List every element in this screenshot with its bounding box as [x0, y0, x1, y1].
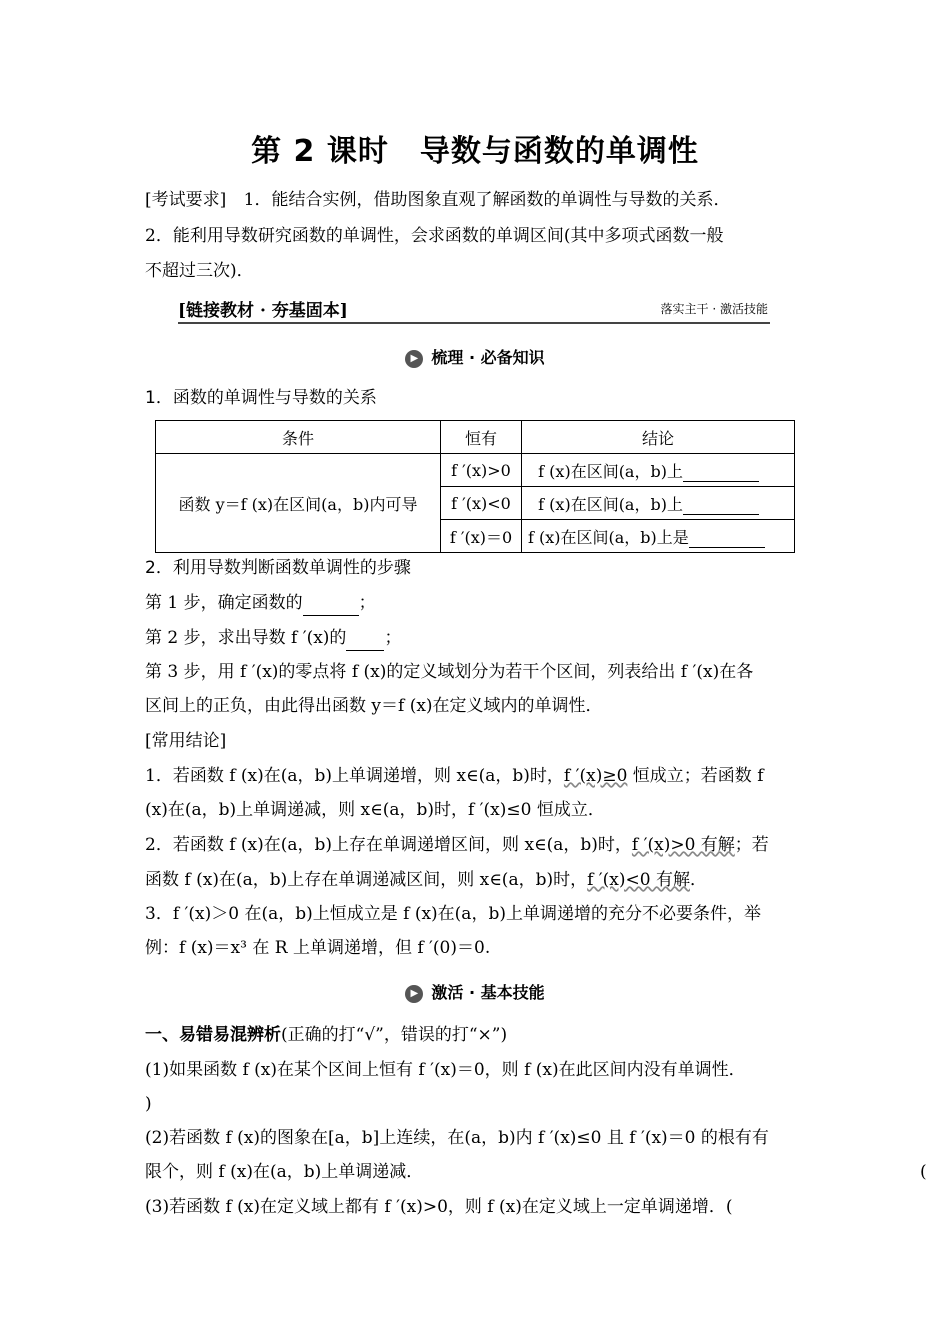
- condition-cell: 函数 y＝f (x)在区间(a，b)内可导: [156, 454, 441, 553]
- answer-blank[interactable]: [303, 591, 359, 616]
- answer-blank[interactable]: [683, 462, 759, 482]
- answer-blank[interactable]: [683, 495, 759, 515]
- conclusion-text: f (x)在区间(a，b)上: [538, 461, 683, 481]
- conclusion-2-mark: f ′(x)>0 有解: [631, 835, 735, 855]
- conclusion-cell: [522, 454, 795, 487]
- monotonicity-table: [155, 420, 795, 553]
- conclusion-2-text: 2．若函数 f (x)在(a，b)上存在单调递增区间，则 x∈(a，b)时，: [145, 835, 632, 855]
- answer-blank[interactable]: [689, 528, 765, 548]
- banner-right: 落实主干 · 激活技能: [660, 302, 768, 316]
- table-row: [156, 454, 795, 487]
- conclusion-3-line-2: 例：f (x)＝x³ 在 R 上单调递增，但 f ′(0)＝0.: [145, 938, 491, 958]
- answer-blank[interactable]: [346, 626, 384, 651]
- conclusion-1-end: 恒成立；若函数 f: [627, 766, 764, 786]
- conclusion-text: f (x)在区间(a，b)上是: [528, 527, 689, 547]
- step-1-end: ；: [358, 593, 376, 613]
- conclusion-1-line-1: [145, 764, 764, 788]
- step-2-text: 第 2 步，求出导数 f ′(x)的: [145, 628, 347, 648]
- part-1-instruction: (正确的打“√”，错误的打“×”): [281, 1025, 508, 1045]
- conclusion-cell: [522, 487, 795, 520]
- section-header-knowledge: [0, 345, 950, 368]
- common-conclusions-label: [常用结论]: [145, 731, 227, 751]
- conclusion-3-line-1: 3．f ′(x)＞0 在(a，b)上恒成立是 f (x)在(a，b)上单调递增的充分不必要条件，举: [145, 904, 761, 924]
- header-given: 恒有: [441, 421, 522, 454]
- question-3: (3)若函数 f (x)在定义域上都有 f ′(x)>0，则 f (x)在定义域上一定单调递增．(: [145, 1197, 733, 1217]
- conclusion-cell: [522, 520, 795, 553]
- table-header-row: [156, 421, 795, 454]
- step-3-line-1: 第 3 步，用 f ′(x)的零点将 f (x)的定义域划分为若干个区间，列表给出 f ′(x)在各: [145, 662, 754, 682]
- question-2-paren: (: [920, 1162, 927, 1182]
- play-icon: ▶: [405, 350, 423, 368]
- conclusion-text: f (x)在区间(a，b)上: [538, 494, 683, 514]
- requirements-line-1: [145, 188, 731, 212]
- given-cell: f ′(x)<0: [441, 487, 522, 520]
- section-title-skills: 激活 · 基本技能: [431, 983, 545, 1002]
- item-1-title: 1．函数的单调性与导数的关系: [145, 388, 377, 408]
- conclusion-2b-mark: f ′(x)<0 有解: [587, 870, 690, 890]
- given-cell: f ′(x)＝0: [441, 520, 522, 553]
- step-1-text: 第 1 步，确定函数的: [145, 593, 303, 613]
- step-2: [145, 626, 401, 651]
- conclusion-2b-text: 函数 f (x)在(a，b)上存在单调递减区间，则 x∈(a，b)时，: [145, 870, 588, 890]
- step-2-end: ；: [384, 628, 402, 648]
- step-3-line-2: 区间上的正负，由此得出函数 y＝f (x)在定义域内的单调性．: [145, 696, 603, 716]
- question-2-line-1: (2)若函数 f (x)的图象在[a，b]上连续，在(a，b)内 f ′(x)≤0 且 f ′(x)＝0 的根有有: [145, 1128, 769, 1148]
- conclusion-2-line-2: [145, 868, 707, 892]
- header-condition: 条件: [156, 421, 441, 454]
- question-1-paren: ): [145, 1094, 152, 1114]
- requirements-text-1: 1．能结合实例，借助图象直观了解函数的单调性与导数的关系．: [243, 190, 731, 210]
- conclusion-2-end: ；若: [734, 835, 769, 855]
- play-icon: ▶: [405, 985, 423, 1003]
- requirements-line-3: 不超过三次)．: [145, 261, 254, 281]
- conclusion-1-mark: f ′(x)≥0: [563, 766, 628, 786]
- header-conclusion: 结论: [522, 421, 795, 454]
- question-1: (1)如果函数 f (x)在某个区间上恒有 f ′(x)＝0，则 f (x)在此区间内没有单调性．: [145, 1060, 746, 1080]
- page-title: 第 2 课时 导数与函数的单调性: [251, 134, 699, 169]
- step-1: [145, 591, 376, 616]
- part-1-title-line: [145, 1023, 507, 1047]
- requirements-line-2: 2．能利用导数研究函数的单调性，会求函数的单调区间(其中多项式函数一般: [145, 226, 724, 246]
- chapter-banner: [178, 296, 770, 324]
- banner-left: [链接教材 · 夯基固本]: [178, 301, 348, 321]
- section-title-knowledge: 梳理 · 必备知识: [431, 348, 545, 367]
- part-1-title: 一、易错易混辨析: [145, 1025, 281, 1045]
- section-header-skills: [0, 980, 950, 1003]
- question-2-line-2: 限个，则 f (x)在(a，b)上单调递减．: [145, 1162, 424, 1182]
- given-cell: f ′(x)>0: [441, 454, 522, 487]
- conclusion-2b-end: ．: [689, 870, 707, 890]
- conclusion-1-line-2: (x)在(a，b)上单调递减，则 x∈(a，b)时，f ′(x)≤0 恒成立．: [145, 800, 605, 820]
- requirements-label: [考试要求]: [145, 190, 227, 210]
- conclusion-1-text: 1．若函数 f (x)在(a，b)上单调递增，则 x∈(a，b)时，: [145, 766, 564, 786]
- conclusion-2-line-1: [145, 833, 769, 857]
- item-2-title: 2．利用导数判断函数单调性的步骤: [145, 558, 411, 578]
